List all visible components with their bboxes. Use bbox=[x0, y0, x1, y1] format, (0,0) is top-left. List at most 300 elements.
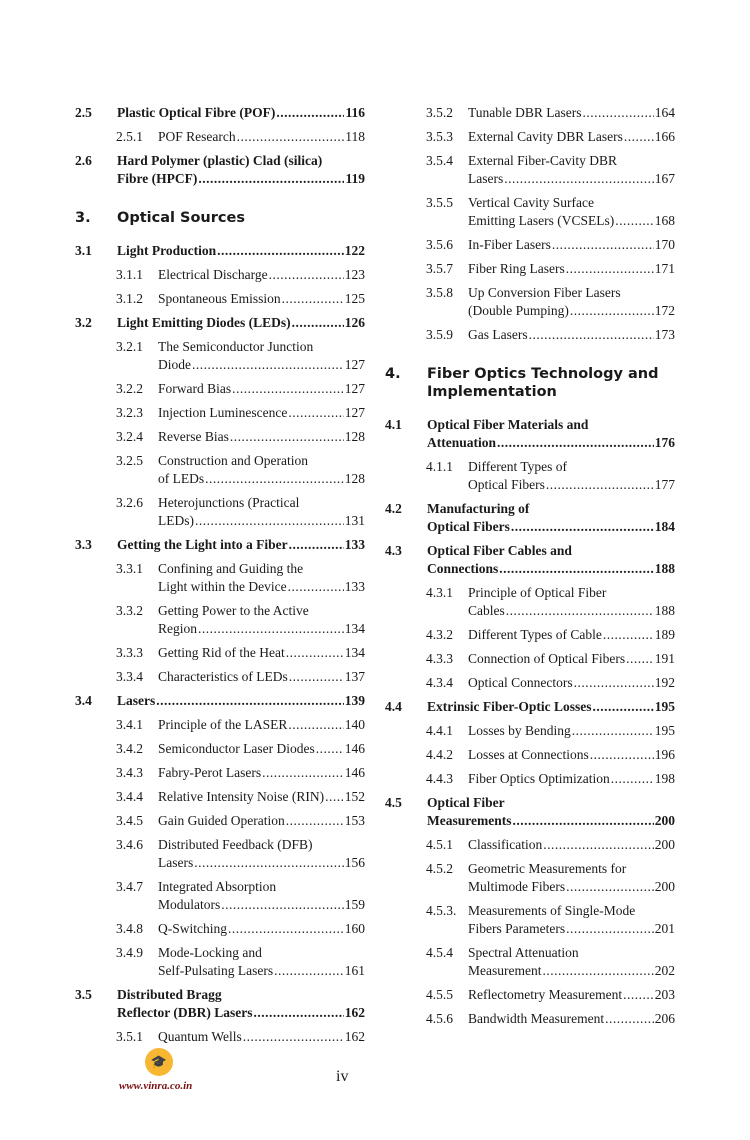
toc-entry-line bbox=[468, 626, 675, 644]
toc-entry-title: External Fiber-Cavity DBR bbox=[468, 153, 617, 168]
toc-entry-page: 198 bbox=[654, 771, 675, 786]
toc-entry-line bbox=[117, 1004, 365, 1022]
dot-leader bbox=[566, 920, 654, 938]
toc-entry-line bbox=[468, 986, 675, 1004]
toc-entry-title: Attenuation bbox=[427, 435, 497, 450]
toc-entry-line bbox=[427, 560, 675, 578]
toc-entry-title: Light Production bbox=[117, 243, 217, 258]
toc-entry-title: Tunable DBR Lasers bbox=[468, 105, 582, 120]
toc-entry-line bbox=[158, 1028, 365, 1046]
dot-leader bbox=[232, 380, 344, 398]
toc-entry-title: Fiber Optics Technology and bbox=[427, 366, 659, 382]
toc-entry-number: 3.4 bbox=[75, 693, 92, 708]
toc-entry-line bbox=[468, 236, 675, 254]
dot-leader bbox=[198, 170, 344, 188]
toc-entry-page: 152 bbox=[344, 789, 365, 804]
toc-entry-title: LEDs) bbox=[158, 513, 194, 528]
toc-entry-line bbox=[117, 209, 245, 227]
toc-entry-page: 133 bbox=[344, 537, 365, 552]
toc-entry-title: Self-Pulsating Lasers bbox=[158, 963, 274, 978]
toc-entry-page: 134 bbox=[344, 621, 365, 636]
toc-entry-page: 172 bbox=[654, 303, 675, 318]
toc-entry-title: Gain Guided Operation bbox=[158, 813, 285, 828]
toc-entry-line bbox=[117, 242, 365, 260]
toc-entry-page: 200 bbox=[654, 813, 675, 828]
dot-leader bbox=[570, 302, 654, 320]
toc-entry-number: 3.4.1 bbox=[116, 717, 143, 732]
toc-entry-line bbox=[427, 794, 505, 812]
dot-leader bbox=[624, 128, 654, 146]
toc-entry-page: 127 bbox=[344, 357, 365, 372]
toc-entry-number: 3.5.1 bbox=[116, 1029, 143, 1044]
toc-entry-page: 139 bbox=[344, 693, 365, 708]
toc-entry-title: Spontaneous Emission bbox=[158, 291, 281, 306]
toc-entry-number: 3.4.4 bbox=[116, 789, 143, 804]
toc-entry-line bbox=[468, 458, 567, 476]
dot-leader bbox=[276, 104, 344, 122]
dot-leader bbox=[566, 878, 654, 896]
toc-entry-line bbox=[427, 698, 675, 716]
toc-entry-title: Heterojunctions (Practical bbox=[158, 495, 300, 510]
dot-leader bbox=[593, 698, 654, 716]
toc-entry-page: 125 bbox=[344, 291, 365, 306]
toc-entry-number: 2.5 bbox=[75, 105, 92, 120]
graduation-cap-icon: 🎓 bbox=[145, 1048, 173, 1076]
dot-leader bbox=[504, 170, 654, 188]
toc-entry-page: 177 bbox=[654, 477, 675, 492]
dot-leader bbox=[198, 620, 344, 638]
toc-entry-title: Lasers bbox=[117, 693, 156, 708]
page-number: iv bbox=[336, 1068, 349, 1085]
toc-entry-line bbox=[158, 878, 276, 896]
toc-entry-page: 200 bbox=[654, 837, 675, 852]
toc-entry-title: Gas Lasers bbox=[468, 327, 528, 342]
toc-entry-line bbox=[158, 812, 365, 830]
toc-entry-title: Extrinsic Fiber-Optic Losses bbox=[427, 699, 592, 714]
toc-entry-line bbox=[468, 212, 675, 230]
toc-entry-line bbox=[158, 404, 365, 422]
toc-entry-title: Optical Sources bbox=[117, 210, 245, 226]
toc-entry-page: 126 bbox=[344, 315, 365, 330]
toc-entry-page: 188 bbox=[654, 561, 675, 576]
toc-entry-number: 3.4.2 bbox=[116, 741, 143, 756]
toc-entry-line bbox=[158, 854, 365, 872]
toc-entry-page: 127 bbox=[344, 381, 365, 396]
toc-entry-title: Light Emitting Diodes (LEDs) bbox=[117, 315, 291, 330]
toc-entry-title: External Cavity DBR Lasers bbox=[468, 129, 623, 144]
toc-entry-page: 146 bbox=[344, 741, 365, 756]
dot-leader bbox=[623, 986, 654, 1004]
dot-leader bbox=[274, 962, 344, 980]
toc-entry-line bbox=[427, 518, 675, 536]
toc-entry-number: 3.4.3 bbox=[116, 765, 143, 780]
toc-entry-number: 3.2.2 bbox=[116, 381, 143, 396]
toc-entry-title: Vertical Cavity Surface bbox=[468, 195, 594, 210]
dot-leader bbox=[542, 962, 653, 980]
toc-entry-title: Losses at Connections bbox=[468, 747, 589, 762]
toc-entry-number: 3.4.7 bbox=[116, 879, 143, 894]
toc-entry-page: 184 bbox=[654, 519, 675, 534]
dot-leader bbox=[237, 128, 345, 146]
toc-entry-page: 146 bbox=[344, 765, 365, 780]
toc-entry-line bbox=[117, 170, 365, 188]
toc-entry-line bbox=[468, 920, 675, 938]
toc-entry-number: 3.4.9 bbox=[116, 945, 143, 960]
toc-entry-title: Diode bbox=[158, 357, 191, 372]
toc-entry-number: 3.5.9 bbox=[426, 327, 453, 342]
toc-entry-title: POF Research bbox=[158, 129, 236, 144]
toc-entry-title: Lasers bbox=[158, 855, 194, 870]
toc-entry-number: 4.5 bbox=[385, 795, 402, 810]
toc-entry-title: Characteristics of LEDs bbox=[158, 669, 288, 684]
toc-entry-line bbox=[158, 338, 313, 356]
toc-entry-title: Measurements of Single-Mode bbox=[468, 903, 636, 918]
toc-entry-number: 3.2.5 bbox=[116, 453, 143, 468]
toc-entry-line bbox=[158, 788, 365, 806]
toc-entry-line bbox=[158, 512, 365, 530]
toc-entry-title: Losses by Bending bbox=[468, 723, 571, 738]
toc-entry-number: 3.2.4 bbox=[116, 429, 143, 444]
toc-entry-title: Distributed Bragg bbox=[117, 987, 222, 1002]
dot-leader bbox=[603, 626, 654, 644]
toc-entry-title: Up Conversion Fiber Lasers bbox=[468, 285, 621, 300]
toc-entry-title: Manufacturing of bbox=[427, 501, 530, 516]
dot-leader bbox=[288, 404, 343, 422]
toc-entry-title: Region bbox=[158, 621, 197, 636]
toc-entry-title: Injection Luminescence bbox=[158, 405, 288, 420]
toc-entry-number: 3.5.5 bbox=[426, 195, 453, 210]
toc-entry-page: 140 bbox=[344, 717, 365, 732]
dot-leader bbox=[566, 260, 654, 278]
dot-leader bbox=[221, 896, 344, 914]
toc-entry-line bbox=[468, 602, 675, 620]
toc-entry-line bbox=[468, 860, 626, 878]
dot-leader bbox=[156, 692, 344, 710]
toc-entry-line bbox=[427, 383, 557, 401]
dot-leader bbox=[262, 764, 344, 782]
toc-entry-title: Bandwidth Measurement bbox=[468, 1011, 605, 1026]
toc-entry-line bbox=[468, 1010, 675, 1028]
toc-entry-page: 196 bbox=[654, 747, 675, 762]
toc-entry-line bbox=[158, 290, 365, 308]
toc-entry-line bbox=[468, 260, 675, 278]
toc-entry-page: 156 bbox=[344, 855, 365, 870]
toc-entry-line bbox=[427, 416, 588, 434]
dot-leader bbox=[243, 1028, 344, 1046]
toc-entry-number: 4.5.3. bbox=[426, 903, 457, 918]
dot-leader bbox=[499, 560, 653, 578]
toc-entry-title: Quantum Wells bbox=[158, 1029, 242, 1044]
toc-entry-page: 131 bbox=[344, 513, 365, 528]
dot-leader bbox=[289, 668, 344, 686]
toc-entry-line bbox=[158, 494, 299, 512]
toc-entry-title: Different Types of bbox=[468, 459, 568, 474]
toc-entry-title: Modulators bbox=[158, 897, 221, 912]
toc-entry-line bbox=[158, 266, 365, 284]
toc-entry-title: Getting Power to the Active bbox=[158, 603, 309, 618]
toc-entry-number: 4.2 bbox=[385, 501, 402, 516]
toc-entry-title: Q-Switching bbox=[158, 921, 227, 936]
dot-leader bbox=[583, 104, 654, 122]
toc-entry-title: Semiconductor Laser Diodes bbox=[158, 741, 315, 756]
toc-entry-title: Confining and Guiding the bbox=[158, 561, 304, 576]
dot-leader bbox=[192, 356, 344, 374]
toc-entry-page: 176 bbox=[654, 435, 675, 450]
toc-entry-line bbox=[427, 365, 658, 383]
toc-entry-title: The Semiconductor Junction bbox=[158, 339, 314, 354]
toc-entry-number: 3.5.7 bbox=[426, 261, 453, 276]
toc-entry-page: 116 bbox=[345, 105, 365, 120]
toc-entry-title: Emitting Lasers (VCSELs) bbox=[468, 213, 615, 228]
toc-entry-number: 3.2 bbox=[75, 315, 92, 330]
dot-leader bbox=[292, 314, 344, 332]
toc-entry-line bbox=[158, 920, 365, 938]
toc-entry-number: 3. bbox=[75, 210, 91, 226]
toc-entry-line bbox=[158, 128, 365, 146]
toc-entry-title: Optical Fiber Cables and bbox=[427, 543, 572, 558]
toc-entry-line bbox=[468, 944, 579, 962]
toc-entry-line bbox=[427, 812, 675, 830]
toc-entry-page: 200 bbox=[654, 879, 675, 894]
toc-entry-title: Reverse Bias bbox=[158, 429, 229, 444]
toc-entry-number: 4.3 bbox=[385, 543, 402, 558]
toc-entry-page: 134 bbox=[344, 645, 365, 660]
toc-entry-number: 4.4.1 bbox=[426, 723, 453, 738]
toc-entry-line bbox=[468, 836, 675, 854]
toc-entry-number: 4.4 bbox=[385, 699, 402, 714]
dot-leader bbox=[205, 470, 344, 488]
dot-leader bbox=[626, 650, 654, 668]
toc-entry-number: 4.5.5 bbox=[426, 987, 453, 1002]
toc-entry-title: Optical Fibers bbox=[427, 519, 510, 534]
dot-leader bbox=[230, 428, 344, 446]
toc-entry-number: 3.4.8 bbox=[116, 921, 143, 936]
dot-leader bbox=[282, 290, 344, 308]
toc-entry-page: 137 bbox=[344, 669, 365, 684]
toc-entry-page: 188 bbox=[654, 603, 675, 618]
dot-leader bbox=[288, 578, 344, 596]
toc-entry-number: 4.3.4 bbox=[426, 675, 453, 690]
toc-entry-line bbox=[468, 650, 675, 668]
toc-entry-line bbox=[117, 104, 365, 122]
toc-entry-title: of LEDs bbox=[158, 471, 205, 486]
toc-entry-number: 4.1 bbox=[385, 417, 402, 432]
toc-entry-page: 171 bbox=[654, 261, 675, 276]
dot-leader bbox=[590, 746, 654, 764]
dot-leader bbox=[552, 236, 654, 254]
toc-entry-number: 2.6 bbox=[75, 153, 92, 168]
toc-entry-page: 203 bbox=[654, 987, 675, 1002]
toc-entry-page: 192 bbox=[654, 675, 675, 690]
dot-leader bbox=[269, 266, 344, 284]
toc-entry-page: 195 bbox=[654, 699, 675, 714]
toc-entry-title: Reflector (DBR) Lasers bbox=[117, 1005, 253, 1020]
toc-entry-number: 3.5.6 bbox=[426, 237, 453, 252]
toc-entry-title: Fabry-Perot Lasers bbox=[158, 765, 262, 780]
dot-leader bbox=[194, 854, 344, 872]
toc-entry-line bbox=[468, 584, 606, 602]
toc-entry-page: 161 bbox=[344, 963, 365, 978]
toc-entry-title: Hard Polymer (plastic) Clad (silica) bbox=[117, 153, 323, 168]
toc-entry-title: Geometric Measurements for bbox=[468, 861, 627, 876]
toc-entry-title: Cables bbox=[468, 603, 505, 618]
toc-entry-number: 4.4.2 bbox=[426, 747, 453, 762]
dot-leader bbox=[286, 812, 344, 830]
dot-leader bbox=[611, 770, 654, 788]
toc-entry-number: 3.5.8 bbox=[426, 285, 453, 300]
toc-entry-title: Getting Rid of the Heat bbox=[158, 645, 285, 660]
toc-entry-page: 122 bbox=[344, 243, 365, 258]
toc-entry-page: 118 bbox=[345, 129, 365, 144]
toc-entry-number: 3.5 bbox=[75, 987, 92, 1002]
toc-entry-title: Optical Fibers bbox=[468, 477, 545, 492]
toc-entry-page: 202 bbox=[654, 963, 675, 978]
dot-leader bbox=[217, 242, 344, 260]
toc-entry-number: 3.5.4 bbox=[426, 153, 453, 168]
toc-entry-title: Multimode Fibers bbox=[468, 879, 566, 894]
toc-entry-page: 128 bbox=[344, 471, 365, 486]
toc-entry-line bbox=[158, 644, 365, 662]
toc-entry-line bbox=[158, 944, 262, 962]
toc-entry-title: Optical Connectors bbox=[468, 675, 573, 690]
dot-leader bbox=[512, 812, 653, 830]
toc-entry-line bbox=[427, 500, 529, 518]
toc-entry-line bbox=[158, 764, 365, 782]
toc-entry-number: 3.2.6 bbox=[116, 495, 143, 510]
toc-entry-line bbox=[468, 104, 675, 122]
dot-leader bbox=[228, 920, 344, 938]
toc-entry-page: 173 bbox=[654, 327, 675, 342]
toc-entry-line bbox=[158, 356, 365, 374]
toc-entry-number: 3.1 bbox=[75, 243, 92, 258]
toc-entry-page: 133 bbox=[344, 579, 365, 594]
toc-entry-title: Relative Intensity Noise (RIN) bbox=[158, 789, 325, 804]
toc-entry-title: Fiber Optics Optimization bbox=[468, 771, 610, 786]
toc-entry-title: Distributed Feedback (DFB) bbox=[158, 837, 313, 852]
toc-entry-page: 159 bbox=[344, 897, 365, 912]
toc-entry-line bbox=[158, 578, 365, 596]
toc-entry-number: 4.5.1 bbox=[426, 837, 453, 852]
toc-entry-title: Mode-Locking and bbox=[158, 945, 262, 960]
toc-entry-number: 3.4.6 bbox=[116, 837, 143, 852]
toc-entry-title: Light within the Device bbox=[158, 579, 287, 594]
toc-entry-line bbox=[158, 716, 365, 734]
toc-entry-title: Electrical Discharge bbox=[158, 267, 268, 282]
toc-entry-number: 4. bbox=[385, 366, 401, 382]
toc-entry-title: Principle of Optical Fiber bbox=[468, 585, 607, 600]
toc-entry-number: 4.5.2 bbox=[426, 861, 453, 876]
toc-entry-number: 3.1.2 bbox=[116, 291, 143, 306]
toc-entry-number: 3.2.3 bbox=[116, 405, 143, 420]
toc-entry-page: 119 bbox=[345, 171, 365, 186]
toc-entry-number: 4.3.1 bbox=[426, 585, 453, 600]
toc-entry-title: Principle of the LASER bbox=[158, 717, 288, 732]
toc-entry-title: Measurements bbox=[427, 813, 512, 828]
toc-entry-line bbox=[468, 128, 675, 146]
footer-url[interactable]: www.vinra.co.in bbox=[119, 1080, 193, 1092]
toc-entry-page: 166 bbox=[654, 129, 675, 144]
toc-entry-line bbox=[468, 878, 675, 896]
toc-entry-page: 201 bbox=[654, 921, 675, 936]
toc-entry-page: 206 bbox=[654, 1011, 675, 1026]
dot-leader bbox=[497, 434, 654, 452]
toc-entry-title: Spectral Attenuation bbox=[468, 945, 579, 960]
toc-entry-title: In-Fiber Lasers bbox=[468, 237, 551, 252]
toc-entry-page: 127 bbox=[344, 405, 365, 420]
toc-entry-title: Construction and Operation bbox=[158, 453, 308, 468]
toc-entry-line bbox=[158, 428, 365, 446]
toc-entry-title: Classification bbox=[468, 837, 543, 852]
toc-entry-title: Integrated Absorption bbox=[158, 879, 277, 894]
toc-entry-line bbox=[427, 542, 572, 560]
toc-entry-title: Fibers Parameters bbox=[468, 921, 566, 936]
dot-leader bbox=[546, 476, 654, 494]
toc-entry-line bbox=[158, 380, 365, 398]
dot-leader bbox=[572, 722, 654, 740]
toc-entry-line bbox=[427, 434, 675, 452]
toc-entry-page: 191 bbox=[654, 651, 675, 666]
dot-leader bbox=[574, 674, 654, 692]
toc-entry-number: 3.3 bbox=[75, 537, 92, 552]
toc-entry-title: Connection of Optical Fibers bbox=[468, 651, 626, 666]
toc-entry-page: 128 bbox=[344, 429, 365, 444]
dot-leader bbox=[529, 326, 654, 344]
toc-entry-number: 2.5.1 bbox=[116, 129, 143, 144]
toc-entry-number: 3.3.2 bbox=[116, 603, 143, 618]
toc-entry-page: 170 bbox=[654, 237, 675, 252]
toc-entry-title: Getting the Light into a Fiber bbox=[117, 537, 288, 552]
toc-entry-line bbox=[468, 674, 675, 692]
dot-leader bbox=[511, 518, 654, 536]
toc-entry-number: 4.3.3 bbox=[426, 651, 453, 666]
toc-entry-page: 167 bbox=[654, 171, 675, 186]
toc-entry-title: Optical Fiber bbox=[427, 795, 505, 810]
toc-entry-line bbox=[158, 602, 309, 620]
toc-entry-page: 195 bbox=[654, 723, 675, 738]
toc-entry-title: Fibre (HPCF) bbox=[117, 171, 198, 186]
toc-entry-line bbox=[468, 326, 675, 344]
toc-entry-page: 189 bbox=[654, 627, 675, 642]
toc-entry-number: 3.5.3 bbox=[426, 129, 453, 144]
toc-entry-line bbox=[158, 740, 365, 758]
toc-entry-line bbox=[468, 902, 635, 920]
toc-entry-title: Fiber Ring Lasers bbox=[468, 261, 565, 276]
toc-entry-number: 4.5.6 bbox=[426, 1011, 453, 1026]
toc-entry-title: (Double Pumping) bbox=[468, 303, 569, 318]
toc-entry-title: Optical Fiber Materials and bbox=[427, 417, 589, 432]
dot-leader bbox=[253, 1004, 343, 1022]
toc-entry-title: Measurement bbox=[468, 963, 542, 978]
toc-entry-page: 123 bbox=[344, 267, 365, 282]
toc-entry-line bbox=[158, 962, 365, 980]
toc-entry-line bbox=[468, 152, 617, 170]
toc-entry-line bbox=[158, 470, 365, 488]
toc-entry-line bbox=[158, 668, 365, 686]
toc-entry-number: 4.1.1 bbox=[426, 459, 453, 474]
toc-entry-line bbox=[158, 620, 365, 638]
toc-entry-number: 3.5.2 bbox=[426, 105, 453, 120]
toc-entry-line bbox=[468, 284, 621, 302]
dot-leader bbox=[605, 1010, 654, 1028]
toc-entry-page: 160 bbox=[344, 921, 365, 936]
toc-entry-line bbox=[158, 452, 308, 470]
toc-entry-title: Connections bbox=[427, 561, 499, 576]
toc-entry-number: 4.5.4 bbox=[426, 945, 453, 960]
toc-entry-line bbox=[117, 986, 222, 1004]
toc-entry-page: 153 bbox=[344, 813, 365, 828]
toc-entry-page: 164 bbox=[654, 105, 675, 120]
toc-entry-title: Reflectometry Measurement bbox=[468, 987, 623, 1002]
